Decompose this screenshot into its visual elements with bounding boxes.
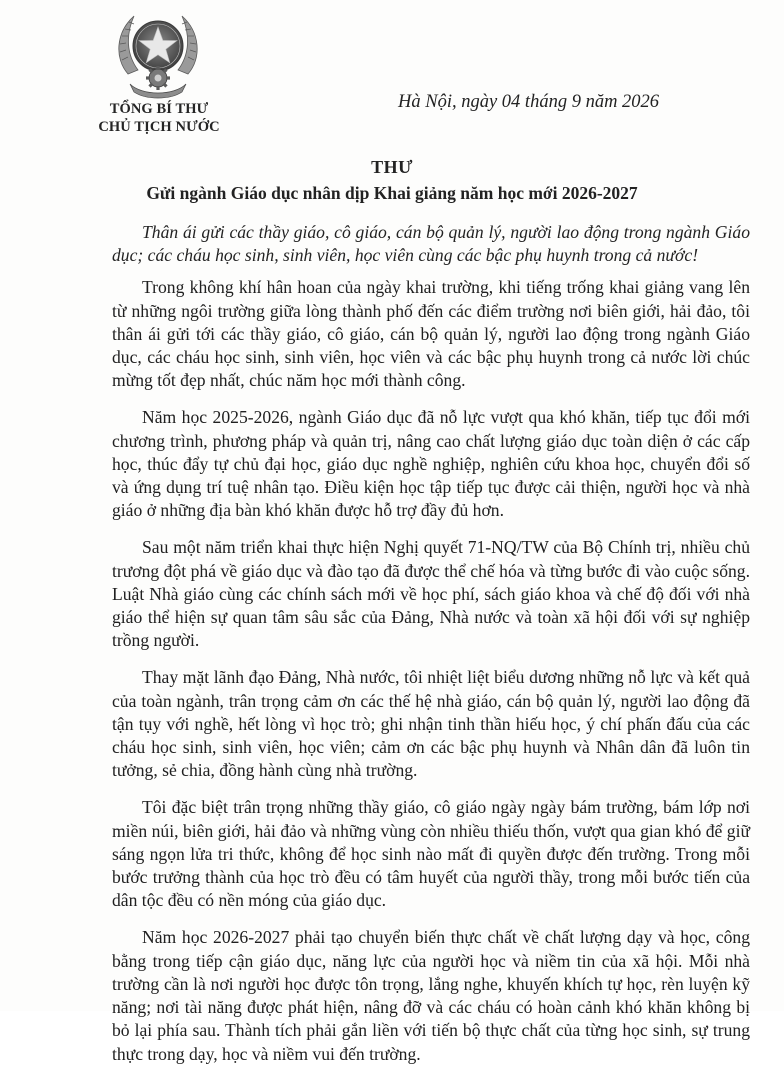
date-place-line: Hà Nội, ngày 04 tháng 9 năm 2026	[398, 92, 660, 112]
letter-body	[112, 221, 750, 1080]
national-emblem-icon	[108, 4, 208, 100]
letter-title: THƯ	[371, 157, 413, 177]
body-paragraph-4: Thay mặt lãnh đạo Đảng, Nhà nước, tôi nhiệt liệt biểu dương những nỗ lực và kết quả của toàn ngành, trân trọng cảm ơn các thế hệ nhà giáo, cán bộ quản lý, người lao động đã tận tụy với nghề, hết lòng vì học trò; ghi nhận tinh thần hiếu học, ý chí phấn đấu của các cháu học sinh, sinh viên, học viên; cảm ơn các bậc phụ huynh và Nhân dân đã luôn tin tưởng, sẻ chia, đồng hành cùng nhà trường.	[112, 667, 750, 781]
sender-title-line-2: CHỦ TỊCH NƯỚC	[98, 119, 220, 135]
sender-block	[86, 100, 232, 136]
greeting-paragraph: Thân ái gửi các thầy giáo, cô giáo, cán bộ quản lý, người lao động trong ngành Giáo dục; các cháu học sinh, sinh viên, học viên cùng các bậc phụ huynh trong cả nước!	[112, 222, 750, 266]
body-paragraph-6: Năm học 2026-2027 phải tạo chuyển biến thực chất về chất lượng dạy và học, công bằng trong tiếp cận giáo dục, năng lực của người học và niềm tin của xã hội. Mỗi nhà trường cần là nơi người học được tôn trọng, lắng nghe, khuyến khích tự học, rèn luyện kỹ năng; nơi tài năng được phát hiện, nâng đỡ và các cháu có hoàn cảnh khó khăn không bị bỏ lại phía sau. Thành tích phải gắn liền với tiến bộ thực chất của từng học sinh, sự trung thực trong dạy, học và niềm vui đến trường.	[112, 927, 750, 1064]
body-paragraph-3: Sau một năm triển khai thực hiện Nghị quyết 71-NQ/TW của Bộ Chính trị, nhiều chủ trương đột phá về giáo dục và đào tạo đã được thể chế hóa và từng bước đi vào cuộc sống. Luật Nhà giáo cùng các chính sách mới về học phí, sách giáo khoa và chế độ đối với nhà giáo thể hiện sự quan tâm sâu sắc của Đảng, Nhà nước và toàn xã hội đối với sự nghiệp trồng người.	[112, 537, 750, 651]
body-paragraph-2: Năm học 2025-2026, ngành Giáo dục đã nỗ lực vượt qua khó khăn, tiếp tục đổi mới chương trình, phương pháp và quản trị, nâng cao chất lượng giáo dục toàn diện ở các cấp học, thúc đẩy tự chủ đại học, giáo dục nghề nghiệp, nghiên cứu khoa học, chuyển đổi số và ứng dụng trí tuệ nhân tạo. Điều kiện học tập tiếp tục được cải thiện, người học và nhà giáo ở những địa bàn khó khăn được hỗ trợ đầy đủ hơn.	[112, 407, 750, 521]
sender-title-line-1: TỔNG BÍ THƯ	[109, 101, 209, 117]
body-paragraph-5: Tôi đặc biệt trân trọng những thầy giáo, cô giáo ngày ngày bám trường, bám lớp nơi miền núi, biên giới, hải đảo và những vùng còn nhiều thiếu thốn, vượt qua gian khó để giữ sáng ngọn lửa tri thức, không để học sinh nào mất đi quyền được đến trường. Trong mỗi bước trưởng thành của học trò đều có tâm huyết của người thầy, trong mỗi bước tiến của dân tộc đều có nền móng của giáo dục.	[112, 797, 750, 911]
body-paragraph-1: Trong không khí hân hoan của ngày khai trường, khi tiếng trống khai giảng vang lên từ những ngôi trường giữa lòng thành phố đến các điểm trường nơi biên giới, hải đảo, tôi thân ái gửi tới các thầy giáo, cô giáo, cán bộ quản lý, người lao động trong ngành Giáo dục, các cháu học sinh, sinh viên, học viên và các bậc phụ huynh trong cả nước lời chúc mừng tốt đẹp nhất, chúc năm học mới thành công.	[112, 277, 750, 391]
letter-subtitle: Gửi ngành Giáo dục nhân dịp Khai giảng năm học mới 2026-2027	[146, 183, 638, 203]
